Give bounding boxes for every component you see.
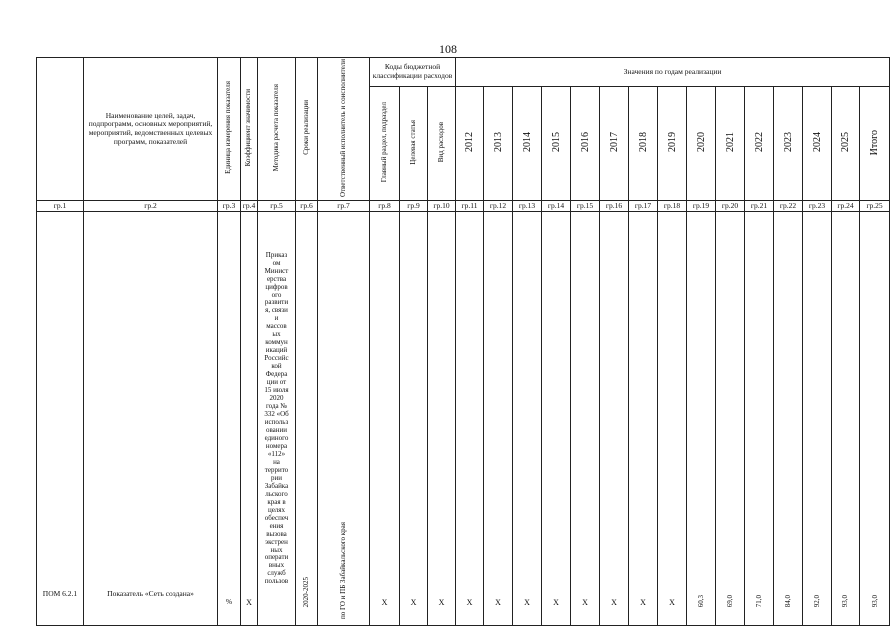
method-line: я, связи <box>265 306 288 315</box>
row-value: Х <box>600 212 629 626</box>
column-number: гр.16 <box>600 201 629 212</box>
column-number: гр.19 <box>687 201 716 212</box>
row-value: Х <box>456 212 484 626</box>
method-line: ения <box>269 521 284 530</box>
row-name: Показатель «Сеть создана» <box>84 212 218 626</box>
row-code-expense: Х <box>428 212 456 626</box>
column-number: гр.8 <box>370 201 400 212</box>
year-header: 2023 <box>774 87 803 201</box>
row-value: 71,0 <box>745 212 774 626</box>
row-method <box>258 212 296 626</box>
row-value: 93,0 <box>832 212 860 626</box>
column-number: гр.18 <box>658 201 687 212</box>
header-coefficient: Коэффициент значимости <box>241 58 258 201</box>
method-line: года № <box>265 402 288 411</box>
method-line: пользов <box>264 577 289 586</box>
column-number: гр.22 <box>774 201 803 212</box>
column-number: гр.6 <box>296 201 318 212</box>
column-number: гр.10 <box>428 201 456 212</box>
row-value: Х <box>484 212 513 626</box>
method-line: служб <box>267 569 286 578</box>
year-header: 2021 <box>716 87 745 201</box>
method-line: коммун <box>265 338 288 347</box>
column-number: гр.11 <box>456 201 484 212</box>
method-line: единого <box>264 433 289 442</box>
column-number: гр.15 <box>571 201 600 212</box>
row-code-article: Х <box>400 212 428 626</box>
column-number: гр.1 <box>37 201 84 212</box>
row-value: Х <box>571 212 600 626</box>
column-number: гр.7 <box>318 201 370 212</box>
row-coefficient: Х <box>241 212 258 626</box>
column-number-row <box>37 201 890 212</box>
year-header: 2022 <box>745 87 774 201</box>
year-header: 2019 <box>658 87 687 201</box>
row-code: ПОМ 6.2.1 <box>37 212 84 626</box>
column-number: гр.17 <box>629 201 658 212</box>
header-expense-type: Вид расходов <box>428 87 456 201</box>
row-executor: по ГО и ПБ Забайкальского края <box>318 212 370 626</box>
year-header: 2024 <box>803 87 832 201</box>
method-line: Забайка <box>264 481 289 490</box>
method-line: массов <box>266 322 287 331</box>
row-value: 92,0 <box>803 212 832 626</box>
header-budget-codes: Коды бюджетной классификации расходов <box>370 58 456 87</box>
row-value: Х <box>629 212 658 626</box>
method-line: Федера <box>265 370 288 379</box>
header-name: Наименование целей, задач, подпрограмм, основных мероприятий, мероприятий, ведомственных целевых программ, показателей <box>84 58 218 201</box>
method-line: ных <box>270 545 283 554</box>
method-line: на <box>273 457 280 466</box>
method-line: ерства <box>266 274 287 283</box>
method-line: цифров <box>265 282 288 291</box>
year-header: 2016 <box>571 87 600 201</box>
row-code-section: Х <box>370 212 400 626</box>
header-method: Методика расчета показателя <box>258 58 296 201</box>
method-line: ого <box>271 290 282 299</box>
column-number: гр.2 <box>84 201 218 212</box>
method-line: номера <box>265 441 288 450</box>
row-value: 84,0 <box>774 212 803 626</box>
column-number: гр.12 <box>484 201 513 212</box>
method-line: 332 «Об <box>264 410 289 419</box>
year-header: 2015 <box>542 87 571 201</box>
method-line: вызова <box>266 529 287 538</box>
column-number: гр.5 <box>258 201 296 212</box>
method-line: 2020 <box>269 394 284 403</box>
method-line: 15 июля <box>264 386 289 395</box>
row-period: 2020-2025 <box>296 212 318 626</box>
method-line: вных <box>268 561 285 570</box>
column-number: гр.25 <box>860 201 890 212</box>
method-line: операти <box>264 553 289 562</box>
year-header: 2014 <box>513 87 542 201</box>
year-header: 2025 <box>832 87 860 201</box>
method-line: Минист <box>264 266 289 275</box>
column-number: гр.4 <box>241 201 258 212</box>
method-line: икаций <box>265 346 288 355</box>
method-line: Приказ <box>265 250 288 259</box>
method-line: ых <box>272 330 281 339</box>
method-line: кой <box>271 362 282 371</box>
method-line: «112» <box>267 449 286 458</box>
year-header-total: Итого <box>860 87 890 201</box>
method-line: целях <box>267 505 286 514</box>
header-period: Сроки реализации <box>296 58 318 201</box>
row-unit: % <box>218 212 241 626</box>
method-line: рии <box>271 473 282 482</box>
header-executor: Ответственный исполнитель и соисполнители <box>318 58 370 201</box>
method-line: ом <box>272 258 281 267</box>
year-header: 2012 <box>456 87 484 201</box>
indicator-table <box>36 57 890 626</box>
row-value: 60,3 <box>687 212 716 626</box>
method-line: и <box>274 314 279 323</box>
column-number: гр.13 <box>513 201 542 212</box>
header-years-group: Значения по годам реализации <box>456 58 890 87</box>
header-section: Главный раздел, подраздел <box>370 87 400 201</box>
row-value: Х <box>542 212 571 626</box>
header-target-article: Целевая статья <box>400 87 428 201</box>
page-number: 108 <box>439 42 457 56</box>
year-header: 2017 <box>600 87 629 201</box>
column-number: гр.24 <box>832 201 860 212</box>
row-value: 69,0 <box>716 212 745 626</box>
row-value: Х <box>658 212 687 626</box>
column-number: гр.9 <box>400 201 428 212</box>
row-value-total: 93,0 <box>860 212 890 626</box>
year-header: 2020 <box>687 87 716 201</box>
method-line: ции от <box>266 378 287 387</box>
column-number: гр.3 <box>218 201 241 212</box>
method-line: обеспеч <box>264 513 289 522</box>
method-line: края в <box>267 497 286 506</box>
column-number: гр.14 <box>542 201 571 212</box>
method-line: Российс <box>264 354 289 363</box>
year-header: 2013 <box>484 87 513 201</box>
header-col1 <box>37 58 84 201</box>
method-line: экстрен <box>265 537 288 546</box>
method-line: развити <box>264 298 289 307</box>
table-row <box>37 212 890 626</box>
year-header: 2018 <box>629 87 658 201</box>
method-line: льского <box>265 489 288 498</box>
column-number: гр.23 <box>803 201 832 212</box>
row-value: Х <box>513 212 542 626</box>
header-unit: Единица измерения показателя <box>218 58 241 201</box>
method-line: овании <box>265 425 288 434</box>
column-number: гр.20 <box>716 201 745 212</box>
column-number: гр.21 <box>745 201 774 212</box>
method-line: террито <box>264 465 289 474</box>
method-line: использ <box>264 418 289 426</box>
